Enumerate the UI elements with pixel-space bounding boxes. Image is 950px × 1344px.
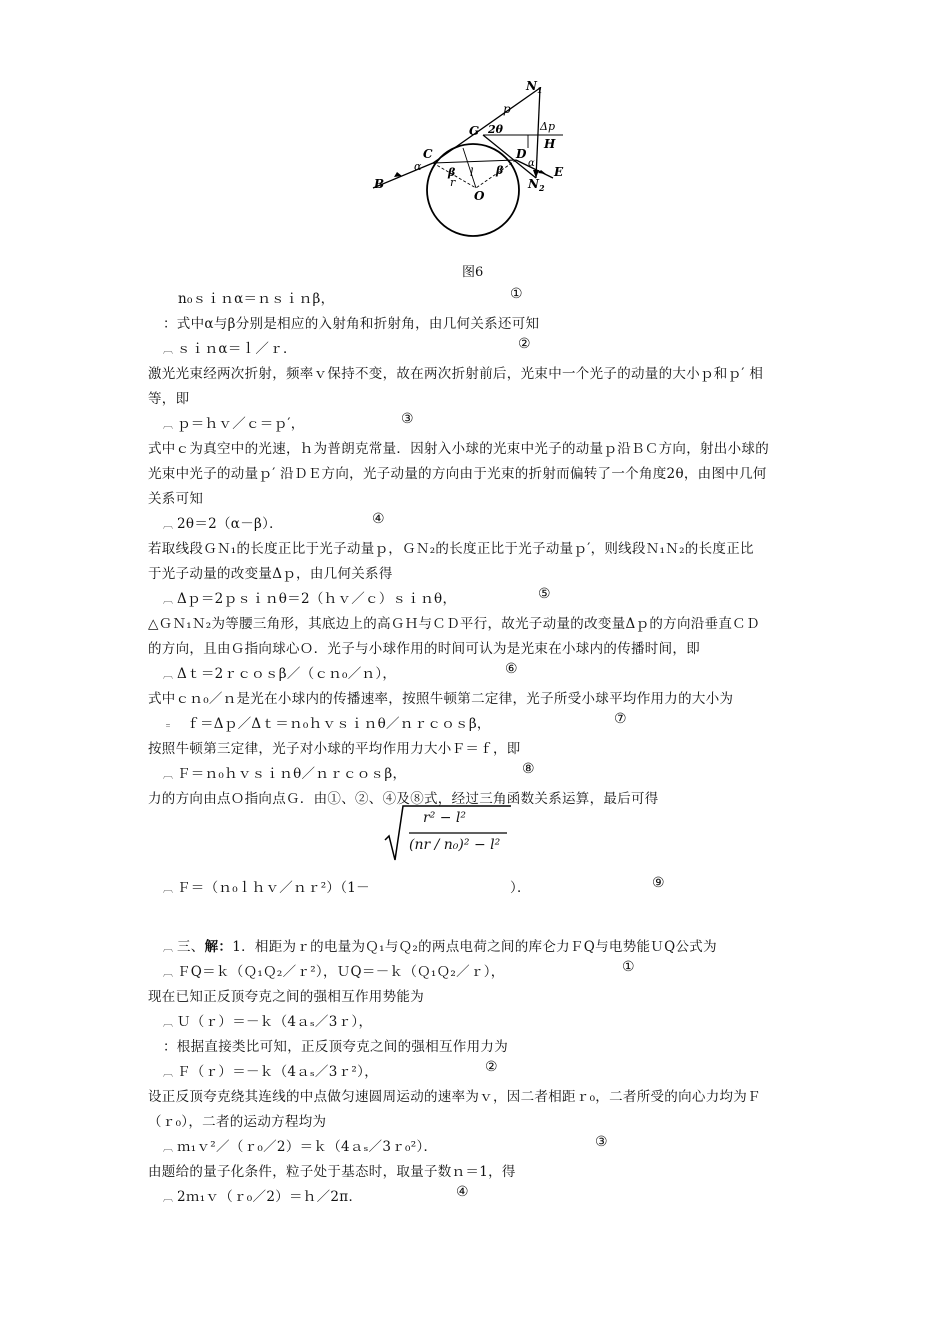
eq-number-3: ③: [401, 411, 414, 427]
eq-number-2: ②: [518, 336, 531, 352]
text-line: 光束中光子的动量ｐ′ 沿ＤＥ方向，光子动量的方向由于光束的折射而偏转了一个角度2θ，由图中几何: [148, 466, 767, 482]
text-line: 式中ｃ为真空中的光速，ｈ为普朗克常量．因射入小球的光束中光子的动量ｐ沿ＢＣ方向，射出小球的: [148, 441, 769, 457]
eq-line-4: ︹ 2θ＝2（α－β）．: [163, 516, 283, 532]
eq-number-4: ④: [372, 511, 385, 527]
eq-line-s4: ︹ 2ｍ₁ｖ（ｒ₀／2）＝ｈ／2π．: [163, 1189, 363, 1205]
eq-line-5: ︹ Δｐ＝2ｐｓｉｎθ＝2（ｈｖ／ｃ）ｓｉｎθ，: [163, 591, 457, 607]
text-line: 于光子动量的改变量Δｐ，由几何关系得: [148, 566, 393, 582]
eq-number-s4: ④: [456, 1184, 469, 1200]
eq-number-8: ⑧: [522, 761, 535, 777]
eq-number-9: ⑨: [652, 875, 665, 891]
eq-line-7: ﹦ ｆ＝Δｐ／Δｔ＝ｎ₀ｈｖｓｉｎθ／ｎｒｃｏｓβ，: [163, 716, 491, 732]
text-line: 若取线段ＧＮ₁的长度正比于光子动量ｐ，ＧＮ₂的长度正比于光子动量ｐ′，则线段Ｎ₁Ｎ₂的长度正比: [148, 541, 754, 557]
eq-line-3: ︹ ｐ＝ｈｖ／ｃ＝ｐ′，: [163, 416, 305, 432]
text-line: 现在已知正反顶夸克之间的强相互作用势能为: [148, 989, 424, 1005]
label-beta2: β: [496, 164, 504, 177]
text-line: ：式中α与β分别是相应的入射角和折射角，由几何关系还可知: [163, 316, 540, 332]
label-r: r: [450, 176, 456, 189]
eq-line-1: n₀ｓｉｎα＝ｎｓｉｎβ，: [178, 291, 335, 307]
text-line: （ｒ₀），二者的运动方程均为: [148, 1114, 327, 1130]
eq-number-s1: ①: [622, 959, 635, 975]
text-line: 关系可知: [148, 491, 204, 507]
sqrt-formula: [383, 802, 513, 864]
eq-line-s2: ︹ Ｆ（ｒ）＝－ｋ（4ａₛ／3ｒ²），: [163, 1064, 378, 1080]
label-e: E: [554, 165, 564, 179]
eq-line-9-tail: ）．: [510, 880, 531, 896]
text-line: 等，即: [148, 391, 190, 407]
label-g: G: [469, 124, 480, 138]
label-d: D: [516, 147, 527, 161]
eq-line-2: ︹ ｓｉｎα＝ｌ／ｒ．: [163, 341, 297, 357]
eq-line-6: ︹ Δｔ＝2ｒｃｏｓβ／（ｃｎ₀／ｎ），: [163, 666, 397, 682]
text-line: △ＧＮ₁Ｎ₂为等腰三角形，其底边上的高ＧＨ与ＣＤ平行，故光子动量的改变量Δｐ的方向沿垂直ＣＤ: [148, 616, 760, 632]
text-line: 的方向，且由Ｇ指向球心Ｏ．光子与小球作用的时间可认为是光束在小球内的传播时间，即: [148, 641, 700, 657]
text-line: 激光光束经两次折射，频率ｖ保持不变，故在两次折射前后，光束中一个光子的动量的大小ｐ和ｐ′ 相: [148, 366, 764, 382]
eq-line-s3: ︹ ｍ₁ｖ²／（ｒ₀／2）＝ｋ（4ａₛ／3ｒ₀²）．: [163, 1139, 438, 1155]
label-o: O: [474, 189, 485, 203]
text-line: 式中ｃｎ₀／ｎ是光在小球内的传播速率，按照牛顿第二定律，光子所受小球平均作用力的大小为: [148, 691, 734, 707]
label-b: B: [374, 177, 385, 191]
eq-number-s2: ②: [485, 1059, 498, 1075]
sqrt-numerator: r² − l²: [423, 810, 467, 826]
label-alpha: α: [414, 160, 422, 173]
section-three-heading: ︹ 三、解：1．相距为ｒ的电量为Ｑ₁与Ｑ₂的两点电荷之间的库仑力ＦQ与电势能ＵQ公式为: [163, 939, 717, 955]
label-h: H: [544, 137, 556, 151]
label-p: p: [503, 102, 511, 116]
label-2theta: 2θ: [488, 123, 503, 136]
label-alpha2: α: [528, 158, 535, 169]
eq-line-9: ︹ Ｆ＝（ｎ₀ｌｈｖ／ｎｒ²）（1－: [163, 880, 370, 896]
eq-number-7: ⑦: [614, 711, 627, 727]
text-line: 由题给的量子化条件，粒子处于基态时，取量子数ｎ＝1，得: [148, 1164, 516, 1180]
eq-line-8: ︹ Ｆ＝ｎ₀ｈｖｓｉｎθ／ｎｒｃｏｓβ，: [163, 766, 407, 782]
text-line: 力的方向由点Ｏ指向点Ｇ．由①、②、④及⑧式，经过三角函数关系运算，最后可得: [148, 791, 659, 807]
eq-number-1: ①: [510, 286, 523, 302]
text-line: 按照牛顿第三定律，光子对小球的平均作用力大小Ｆ＝ｆ，即: [148, 741, 521, 757]
dp-vertical: [536, 88, 540, 178]
optics-figure: [368, 78, 568, 238]
sqrt-denominator: (nr / n₀)² − l²: [409, 837, 501, 853]
eq-line-s1: ︹ ＦQ＝ｋ（Ｑ₁Ｑ₂／ｒ²），ＵQ＝－ｋ（Ｑ₁Ｑ₂／ｒ），: [163, 964, 505, 980]
eq-number-5: ⑤: [538, 586, 551, 602]
eq-line-s-u: ︹ Ｕ（ｒ）＝－ｋ（4ａₛ／3ｒ），: [163, 1014, 373, 1030]
eq-number-s3: ③: [595, 1134, 608, 1150]
figure-caption: 图6: [462, 265, 484, 280]
text-line: 设正反顶夸克绕其连线的中点做匀速圆周运动的速率为ｖ，因二者相距ｒ₀，二者所受的向心力均为Ｆ: [148, 1089, 761, 1105]
label-n1: $N_1$: [526, 79, 543, 95]
label-beta: β: [448, 166, 456, 179]
eq-number-6: ⑥: [505, 661, 518, 677]
label-dp: Δp: [540, 120, 555, 133]
chord-cd: [433, 160, 516, 163]
label-n2: $N_2$: [528, 177, 545, 193]
label-l: l: [470, 166, 474, 179]
label-c: C: [423, 147, 433, 161]
text-line: ：根据直接类比可知，正反顶夸克之间的强相互作用力为: [163, 1039, 508, 1055]
